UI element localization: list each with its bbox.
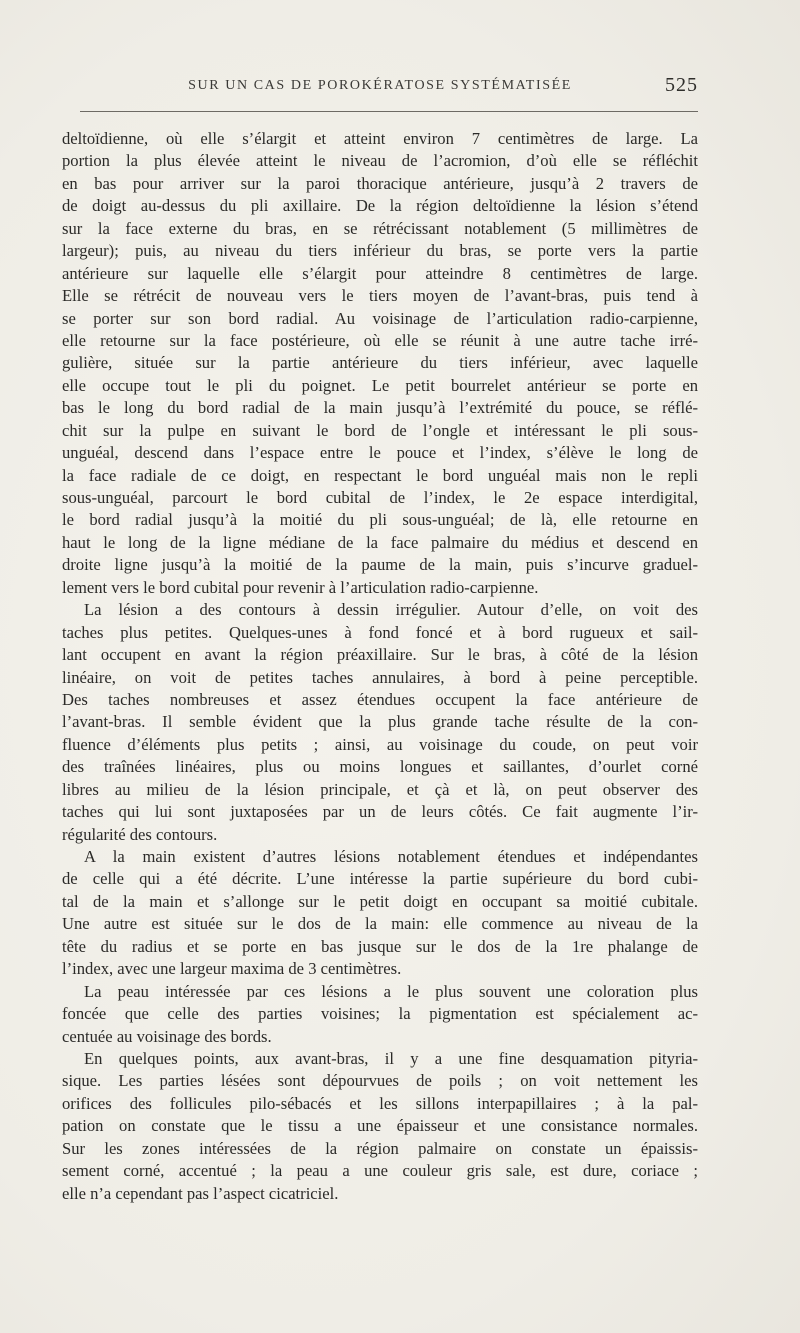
- text-line: sement corné, accentué ; la peau a une couleur gris sale, est dure, coriace ;: [62, 1161, 698, 1181]
- text-line: centuée au voisinage des bords.: [62, 1026, 272, 1046]
- body-text: [62, 128, 698, 1205]
- text-line: Sur les zones intéressées de la région palmaire on constate un épaissis-: [62, 1138, 698, 1158]
- text-line: elle occupe tout le pli du poignet. Le petit bourrelet antérieur se porte en: [62, 375, 698, 395]
- text-line: Elle se rétrécit de nouveau vers le tiers moyen de l’avant-bras, puis tend à: [62, 286, 698, 306]
- text-line: chit sur la pulpe en suivant le bord de l’ongle et intéressant le pli sous-: [62, 420, 698, 440]
- text-line: unguéal, descend dans l’espace entre le pouce et l’index, s’élève le long de: [62, 443, 698, 463]
- text-line: sur la face externe du bras, en se rétrécissant notablement (5 millimètres de: [62, 218, 698, 238]
- text-line: Des taches nombreuses et assez étendues occupent la face antérieure de: [62, 689, 698, 709]
- text-line: l’index, avec une largeur maxima de 3 centimètres.: [62, 959, 402, 979]
- text-line: libres au milieu de la lésion principale, et çà et là, on peut observer des: [62, 779, 698, 799]
- text-line: antérieure sur laquelle elle s’élargit pour atteindre 8 centimètres de large.: [62, 263, 698, 283]
- text-line: largeur); puis, au niveau du tiers inférieur du bras, se porte vers la partie: [62, 241, 698, 261]
- header-rule: [80, 111, 698, 112]
- text-line: bas le long du bord radial de la main jusqu’à l’extrémité du pouce, se réflé-: [62, 398, 698, 418]
- text-line: portion la plus élevée atteint le niveau de l’acromion, d’où elle se réfléchit: [62, 151, 698, 171]
- text-line: de doigt au-dessus du pli axillaire. De la région deltoïdienne la lésion s’étend: [62, 196, 698, 216]
- text-line: A la main existent d’autres lésions notablement étendues et indépendantes: [84, 847, 698, 866]
- text-line: linéaire, on voit de petites taches annulaires, à bord à peine perceptible.: [62, 667, 698, 687]
- running-head: [62, 76, 698, 98]
- text-line: deltoïdienne, où elle s’élargit et atteint environ 7 centimètres de large. La: [62, 129, 698, 148]
- text-line: haut le long de la ligne médiane de la face palmaire du médius et descend en: [62, 532, 698, 552]
- text-line: régularité des contours.: [62, 824, 218, 844]
- text-line: fluence d’éléments plus petits ; ainsi, au voisinage du coude, on peut voir: [62, 734, 698, 754]
- text-line: La lésion a des contours à dessin irrégulier. Autour d’elle, on voit des: [84, 600, 698, 620]
- text-line: en bas pour arriver sur la paroi thoracique antérieure, jusqu’à 2 travers de: [62, 173, 698, 193]
- text-line: de celle qui a été décrite. L’une intéresse la partie supérieure du bord cubi-: [62, 869, 698, 889]
- text-line: taches qui lui sont juxtaposées par un de leurs côtés. Ce fait augmente l’ir-: [62, 802, 698, 822]
- text-line: se porter sur son bord radial. Au voisinage de l’articulation radio-carpienne,: [62, 308, 698, 328]
- text-line: orifices des follicules pilo-sébacés et les sillons interpapillaires ; à la pal-: [62, 1093, 698, 1113]
- text-line: sous-unguéal, parcourt le bord cubital de l’index, le 2e espace interdigital,: [62, 488, 698, 507]
- text-line: droite ligne jusqu’à la moitié de la paume de la main, puis s’incurve graduel-: [62, 555, 698, 575]
- text-line: sique. Les parties lésées sont dépourvues de poils ; on voit nettement les: [62, 1071, 698, 1091]
- text-line: En quelques points, aux avant-bras, il y a une fine desquamation pityria-: [84, 1048, 698, 1068]
- text-line: la face radiale de ce doigt, en respectant le bord unguéal mais non le repli: [62, 465, 698, 485]
- page-number: 525: [665, 74, 698, 96]
- text-line: elle n’a cependant pas l’aspect cicatriciel.: [62, 1183, 339, 1203]
- running-title: SUR UN CAS DE POROKÉRATOSE SYSTÉMATISÉE: [188, 78, 572, 93]
- text-line: des traînées linéaires, plus ou moins longues et saillantes, d’ourlet corné: [62, 757, 698, 777]
- text-line: elle retourne sur la face postérieure, où elle se réunit à une autre tache irré-: [62, 330, 698, 350]
- text-line: La peau intéressée par ces lésions a le plus souvent une coloration plus: [84, 981, 698, 1001]
- text-line: taches plus petites. Quelques-unes à fond foncé et à bord rugueux et sail-: [62, 622, 698, 642]
- text-line: lant occupent en avant la région préaxillaire. Sur le bras, à côté de la lésion: [62, 645, 698, 665]
- text-line: Une autre est située sur le dos de la main: elle commence au niveau de la: [62, 914, 698, 934]
- text-line: le bord radial jusqu’à la moitié du pli sous-unguéal; de là, elle retourne en: [62, 510, 698, 530]
- text-line: gulière, située sur la partie antérieure du tiers inférieur, avec laquelle: [62, 353, 698, 373]
- text-line: lement vers le bord cubital pour revenir à l’articulation radio-carpienne.: [62, 577, 539, 597]
- text-line: l’avant-bras. Il semble évident que la plus grande tache résulte de la con-: [62, 712, 698, 732]
- text-line: pation on constate que le tissu a une épaisseur et une consistance normales.: [62, 1116, 698, 1136]
- text-line: foncée que celle des parties voisines; la pigmentation est spécialement ac-: [62, 1004, 698, 1024]
- text-line: tal de la main et s’allonge sur le petit doigt en occupant sa moitié cubitale.: [62, 891, 698, 911]
- text-line: tête du radius et se porte en bas jusque sur le dos de la 1re phalange de: [62, 936, 698, 956]
